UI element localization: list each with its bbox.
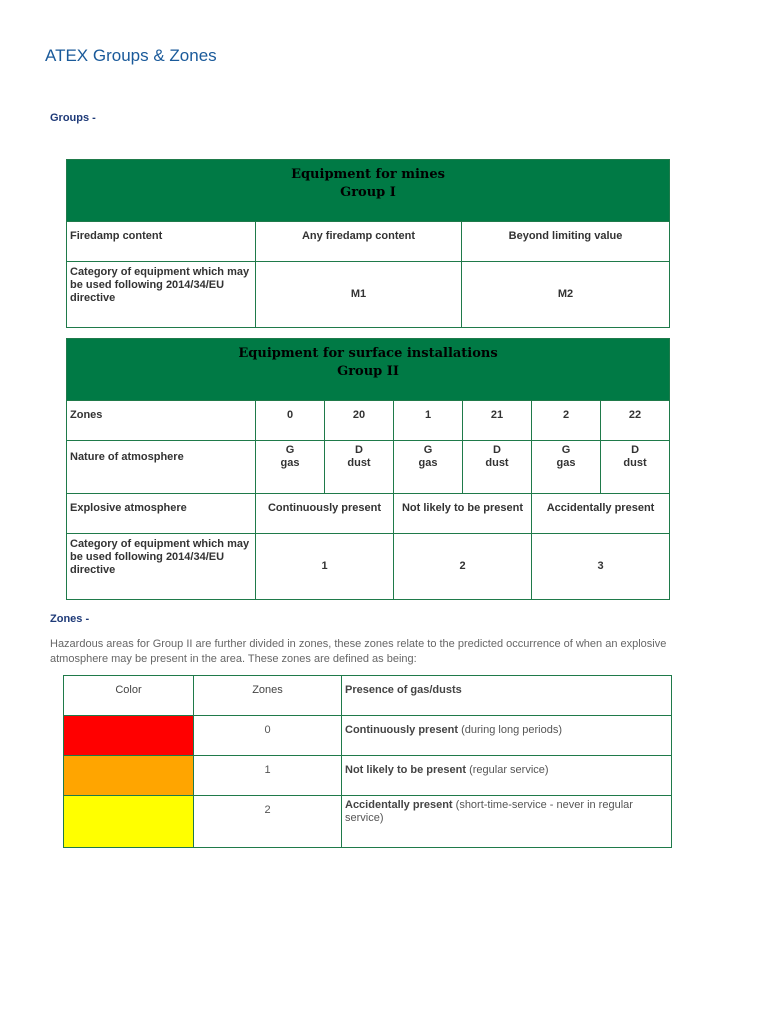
zone-presence-bold: Accidentally present [345, 799, 453, 811]
zone-number: 0 [194, 716, 342, 756]
nature-letter: D [493, 444, 501, 456]
zone-color-swatch-red [64, 716, 194, 756]
zone-number: 1 [194, 756, 342, 796]
firedamp-label: Firedamp content [67, 222, 256, 262]
zone-color-swatch-yellow [64, 796, 194, 848]
nature-word: gas [556, 457, 576, 469]
zone-presence-detail: (short-time-service - never in regular service) [345, 799, 633, 824]
nature-row-label: Nature of atmosphere [67, 441, 256, 494]
explosive-cell: Not likely to be present [394, 494, 532, 534]
nature-cell [256, 441, 325, 494]
group2-category-label: Category of equipment which may be used following 2014/34/EU directive [67, 534, 256, 600]
firedamp-any: Any firedamp content [256, 222, 462, 262]
group2-header-line1: Equipment for surface installations [238, 346, 498, 361]
zone-cell: 1 [394, 401, 463, 441]
explosive-cell: Continuously present [256, 494, 394, 534]
nature-word: gas [418, 457, 438, 469]
col-zones-header: Zones [194, 676, 342, 716]
nature-letter: G [285, 444, 295, 456]
group1-header-line1: Equipment for mines [291, 167, 445, 182]
nature-letter: D [355, 444, 363, 456]
category-cell: 1 [256, 534, 394, 600]
nature-word: dust [623, 457, 647, 469]
zones-heading: Zones - [50, 613, 90, 625]
explosive-cell: Accidentally present [532, 494, 670, 534]
nature-letter: G [561, 444, 571, 456]
group2-header [67, 339, 670, 401]
group1-header [67, 160, 670, 222]
zone-presence [342, 716, 672, 756]
nature-word: gas [280, 457, 300, 469]
col-presence-header: Presence of gas/dusts [342, 676, 672, 716]
zone-cell: 0 [256, 401, 325, 441]
zone-presence [342, 756, 672, 796]
zones-table [63, 675, 672, 848]
group1-category-m1: M1 [256, 262, 462, 328]
group1-category-m2: M2 [462, 262, 670, 328]
zone-cell: 2 [532, 401, 601, 441]
firedamp-beyond: Beyond limiting value [462, 222, 670, 262]
group1-table [66, 159, 670, 328]
zone-presence-detail: (during long periods) [458, 724, 563, 736]
nature-cell [601, 441, 670, 494]
category-cell: 3 [532, 534, 670, 600]
group1-category-label: Category of equipment which may be used following 2014/34/EU directive [67, 262, 256, 328]
nature-cell [532, 441, 601, 494]
zone-cell: 22 [601, 401, 670, 441]
group1-header-line2: Group I [340, 185, 396, 200]
nature-cell [463, 441, 532, 494]
page-title: ATEX Groups & Zones [45, 46, 217, 65]
nature-word: dust [485, 457, 509, 469]
group2-header-line2: Group II [337, 364, 399, 379]
nature-letter: D [631, 444, 640, 456]
zone-number: 2 [194, 796, 342, 848]
zone-presence-bold: Continuously present [345, 724, 459, 736]
group2-table [66, 338, 670, 600]
nature-letter: G [423, 444, 433, 456]
groups-heading: Groups - [50, 112, 96, 124]
nature-word: dust [347, 457, 371, 469]
col-color-header: Color [64, 676, 194, 716]
zone-presence-bold: Not likely to be present [345, 764, 467, 776]
explosive-row-label: Explosive atmosphere [67, 494, 256, 534]
zone-cell: 20 [325, 401, 394, 441]
zone-cell: 21 [463, 401, 532, 441]
zone-color-swatch-orange [64, 756, 194, 796]
zone-presence [342, 796, 672, 848]
zones-row-label: Zones [67, 401, 256, 441]
zones-description: Hazardous areas for Group II are further divided in zones, these zones relate to the predicted occurrence of when an explosive atmosphere may be present in the area. These zones are defined as being: [50, 638, 667, 665]
nature-cell [325, 441, 394, 494]
nature-cell [394, 441, 463, 494]
category-cell: 2 [394, 534, 532, 600]
zone-presence-detail: (regular service) [466, 764, 549, 776]
